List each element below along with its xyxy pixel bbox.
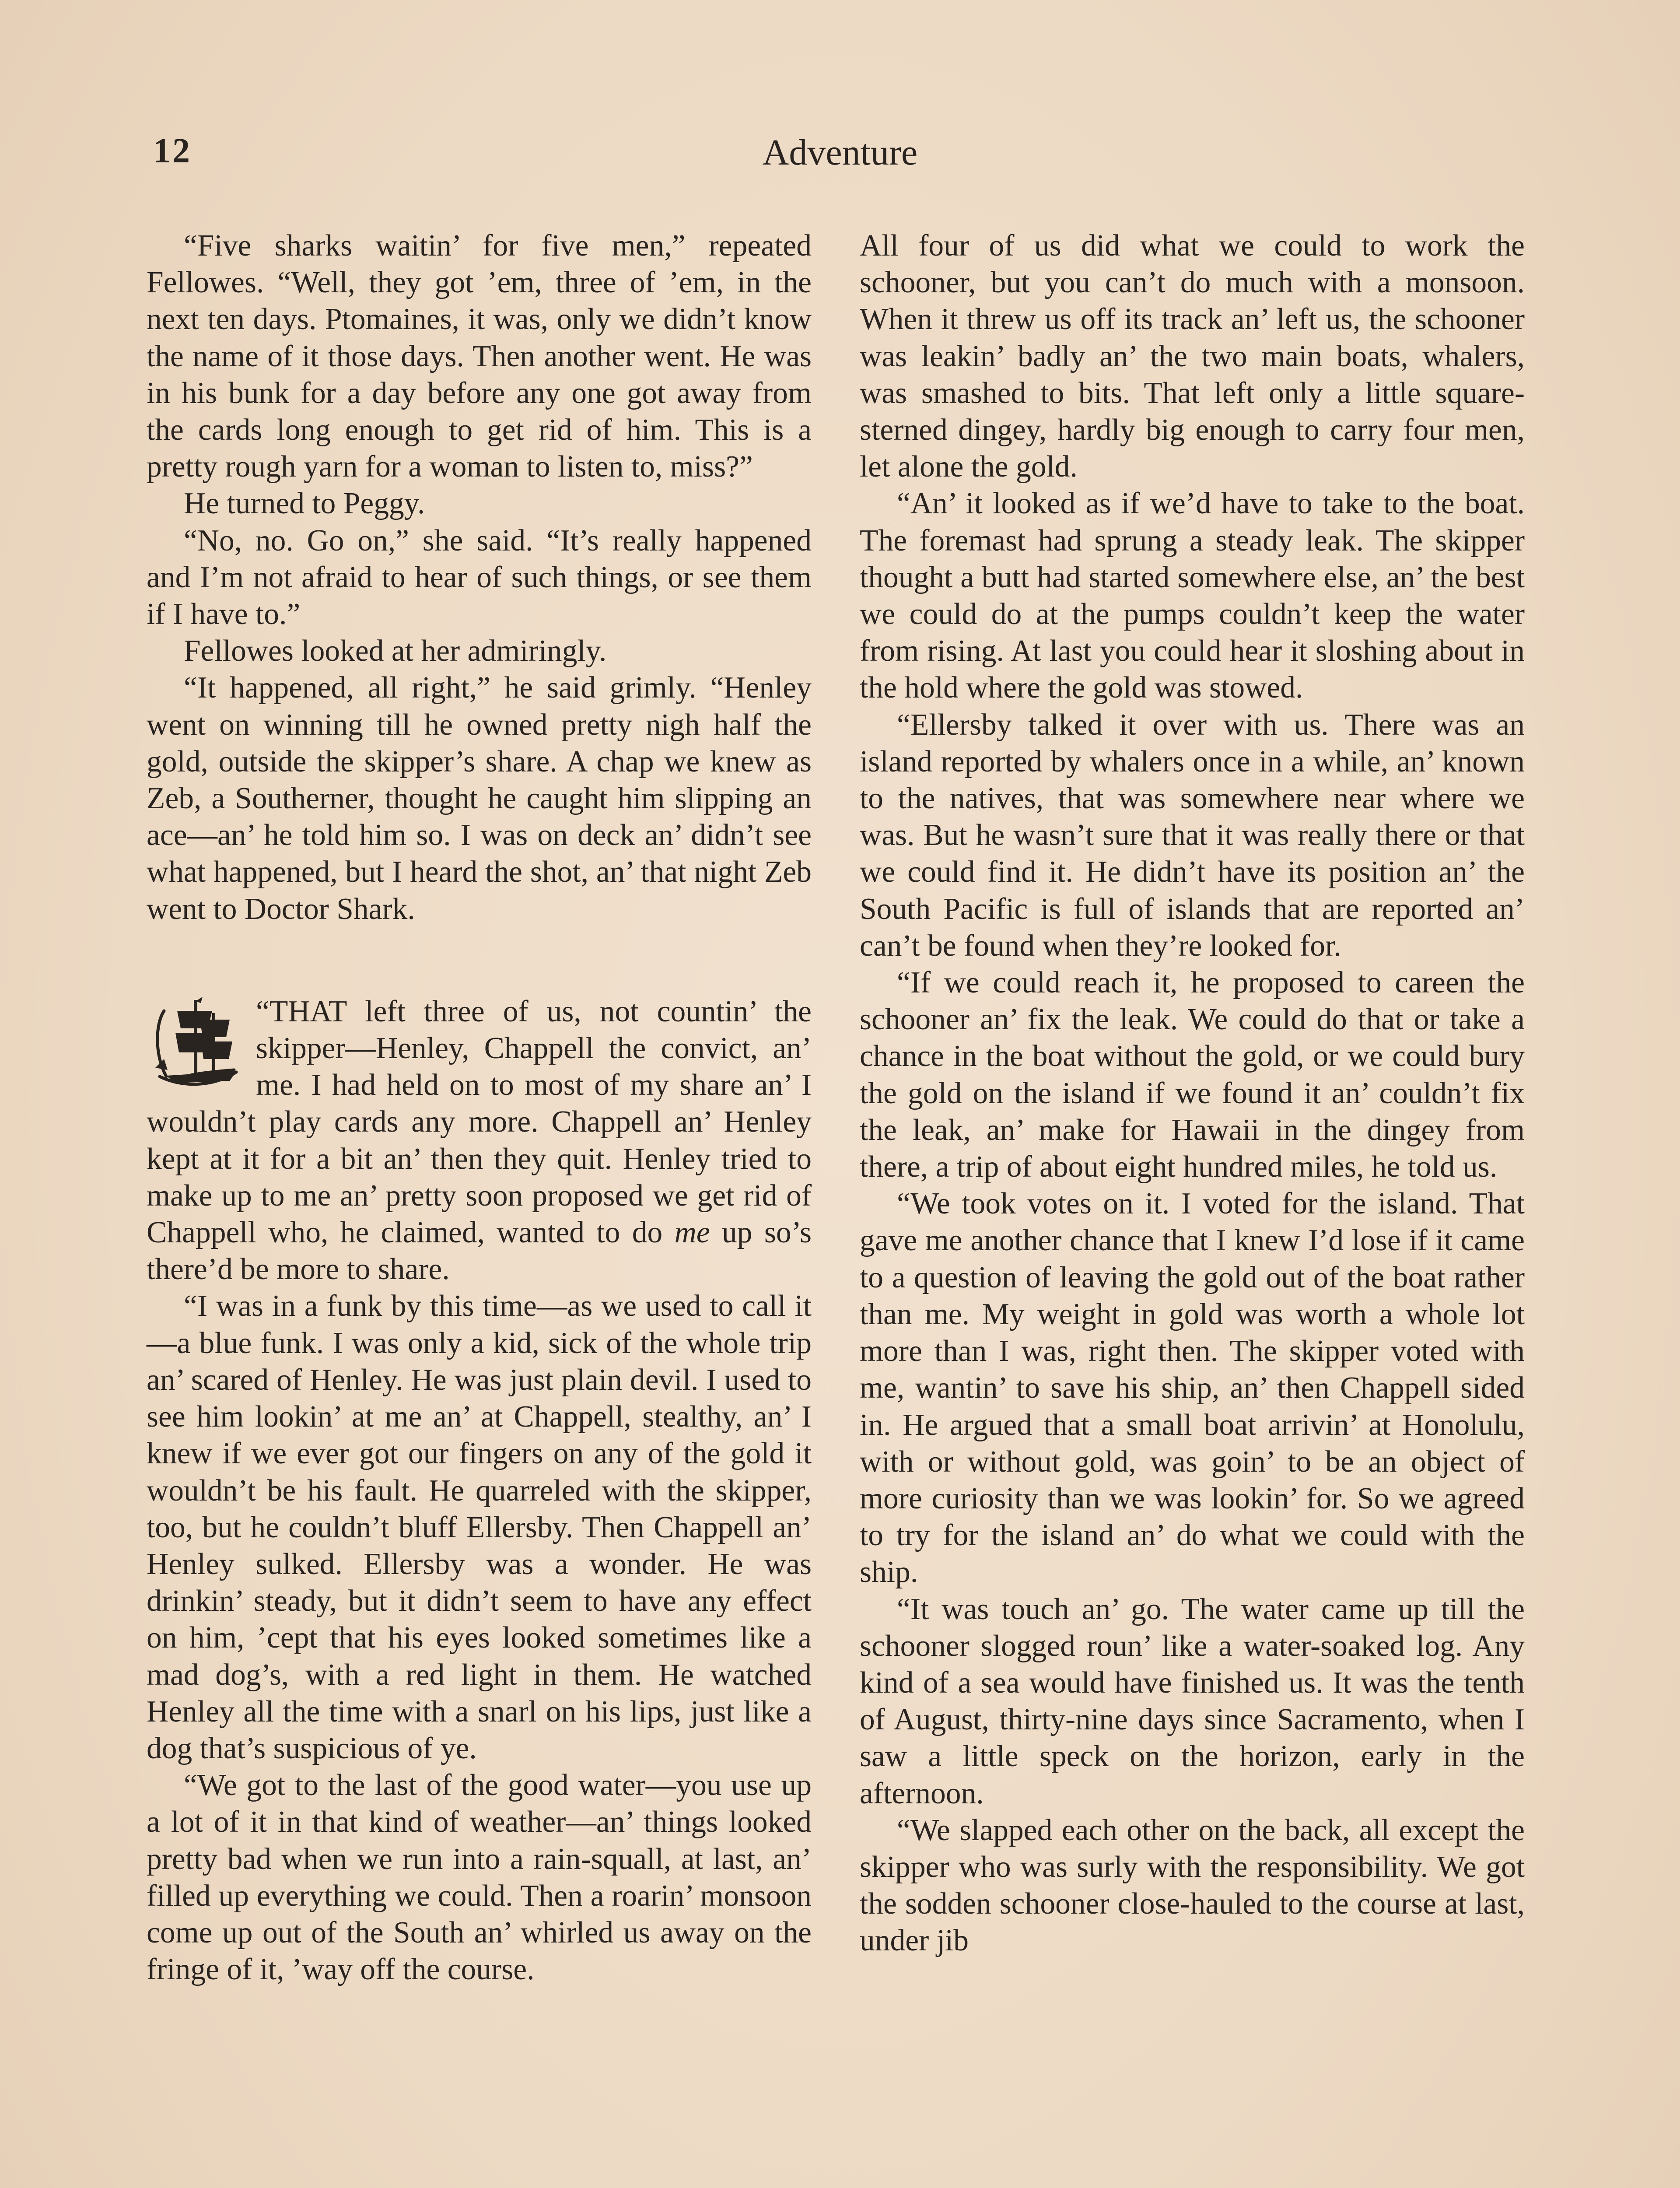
paragraph-text: “THAT left three of us, not countin’ the skipper—Henley, Chappell the convict, an’ me. I had held on to most of my share an’ I wouldn’t play cards any more. Chappell an’ Henley kept at it for a bit an’ then they quit. Henley tried to make up to me an’ pretty soon proposed we get rid of Chappell who, he claimed, wanted to do bbox=[147, 994, 812, 1250]
paragraph: “It happened, all right,” he said grimly. “Henley went on winning till he owned pretty nigh half the gold, outside the skipper’s share. A chap we knew as Zeb, a Southerner, thought he caught him slipping an ace—an’ he told him so. I was on deck an’ didn’t see what happened, but I heard the shot, an’ that night Zeb went to Doctor Shark. bbox=[147, 671, 812, 926]
paragraph: “I was in a funk by this time—as we used to call it—a blue funk. I was only a kid, sick of the whole trip an’ scared of Henley. He was just plain devil. I used to see him lookin’ at me an’ at Chappell, stealthy, an’ I knew if we ever got our fingers on any of the gold it wouldn’t be his fault. He quarreled with the skipper, too, but he couldn’t bluff Ellersby. Then Chappell an’ Henley sulked. Ellersby was a wonder. He was drinkin’ steady, but it didn’t seem to have any effect on him, ’cept that his eyes looked sometimes like a mad dog’s, with a red light in them. He watched Henley all the time with a snarl on his lips, just like a dog that’s suspicious of ye. bbox=[147, 1289, 812, 1765]
right-column bbox=[860, 228, 1525, 1960]
paragraph: “Ellersby talked it over with us. There was an island reported by whalers once in a while, an’ known to the natives, that was somewhere near where we was. But he wasn’t sure that it was really there or that we could find it. He didn’t have its position an’ the South Pacific is full of islands that are reported an’ can’t be found when they’re looked for. bbox=[860, 708, 1525, 963]
running-title: Adventure bbox=[762, 132, 918, 173]
left-column bbox=[147, 228, 812, 1988]
paragraph: “We slapped each other on the back, all except the skipper who was surly with the responsibility. We got the sodden schooner close-hauled to the course at last, under jib bbox=[860, 1813, 1525, 1958]
paragraph-text: up so’s there’d be more to share. bbox=[147, 1216, 812, 1287]
paragraph: “No, no. Go on,” she said. “It’s really happened and I’m not afraid to hear of such things, or see them if I have to.” bbox=[147, 523, 812, 631]
section-opening-paragraph bbox=[147, 993, 812, 1288]
paragraph: “We took votes on it. I voted for the island. That gave me another chance that I knew I’d lose if it came to a question of leaving the gold out of the boat rather than me. My weight in gold was worth a whole lot more than I was, right then. The skipper voted with me, wantin’ to save his ship, an’ then Chappell sided in. He argued that a small boat arrivin’ at Honolulu, with or without gold, was goin’ to be an object of more curiosity than we was lookin’ for. So we agreed to try for the island an’ do what we could with the ship. bbox=[860, 1187, 1525, 1589]
paragraph: “It was touch an’ go. The water came up till the schooner slogged roun’ like a water-soaked log. Any kind of a sea would have finished us. It was the tenth of August, thirty-nine days since Sacramento, when I saw a little speck on the horizon, early in the afternoon. bbox=[860, 1592, 1525, 1810]
paragraph: “If we could reach it, he proposed to careen the schooner an’ fix the leak. We could do that or take a chance in the boat without the gold, or we could bury the gold on the island if we found it an’ couldn’t fix the leak, an’ make for Hawaii in the dingey from there, a trip of about eight hundred miles, he told us. bbox=[860, 966, 1525, 1184]
paragraph: He turned to Peggy. bbox=[184, 487, 425, 521]
paragraph: “We got to the last of the good water—you use up a lot of it in that kind of weather—an’ things looked pretty bad when we run into a rain-squall, at last, an’ filled up everything we could. Then a roarin’ monsoon come up out of the South an’ whirled us away on the fringe of it, ’way off the course. bbox=[147, 1768, 812, 1987]
paragraph: “An’ it looked as if we’d have to take to the boat. The foremast had sprung a steady leak. The skipper thought a butt had started somewhere else, an’ the best we could do at the pumps couldn’t keep the water from rising. At last you could hear it sloshing about in the hold where the gold was stowed. bbox=[860, 487, 1525, 705]
sailing-ship-icon bbox=[147, 993, 247, 1096]
continued-paragraph: All four of us did what we could to work the schooner, but you can’t do much with a monsoon. When it threw us off its track an’ left us, the schooner was leakin’ badly an’ the two main boats, whalers, was smashed to bits. That left only a little square-sterned dingey, hardly big enough to carry four men, let alone the gold. bbox=[860, 229, 1525, 484]
paragraph: Fellowes looked at her admiringly. bbox=[184, 634, 607, 668]
paragraph: “Five sharks waitin’ for five men,” repeated Fellowes. “Well, they got ’em, three of ’em, in the next ten days. Ptomaines, it was, only we didn’t know the name of it those days. Then another went. He was in his bunk for a day before any one got away from the cards long enough to get rid of him. This is a pretty rough yarn for a woman to listen to, miss?” bbox=[147, 229, 812, 484]
page-header bbox=[0, 131, 1680, 184]
page-number: 12 bbox=[153, 132, 192, 170]
section-break bbox=[147, 928, 812, 993]
italic-word: me bbox=[674, 1216, 710, 1250]
